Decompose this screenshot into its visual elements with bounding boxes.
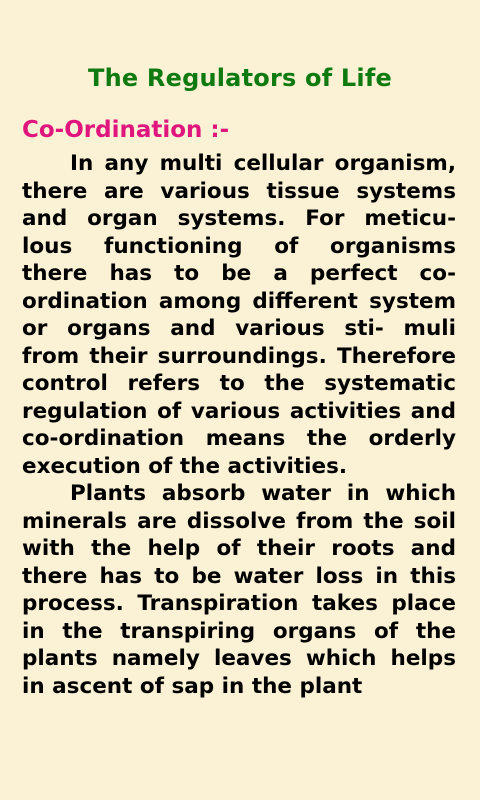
section-heading: Co-Ordination :- <box>22 117 230 143</box>
paragraph-1: In any multi cellular organism, there are various tissue systems and organ systems. For meticu- lous functioning of organisms there has to be a perfect co- ordination among different system or organs and various sti- muli from their surroundings. Therefore control refers to the systematic regulation of various activities and co-ordination means the orderly execution of the activities. <box>22 151 456 479</box>
article-content <box>22 150 456 700</box>
paragraph-2: Plants absorb water in which minerals are dissolve from the soil with the help of their roots and there has to be water loss in this process. Transpiration takes place in the transpiring organs of the plants namely leaves which helps in ascent of sap in the plant <box>22 481 456 699</box>
page-title: The Regulators of Life <box>88 64 392 92</box>
